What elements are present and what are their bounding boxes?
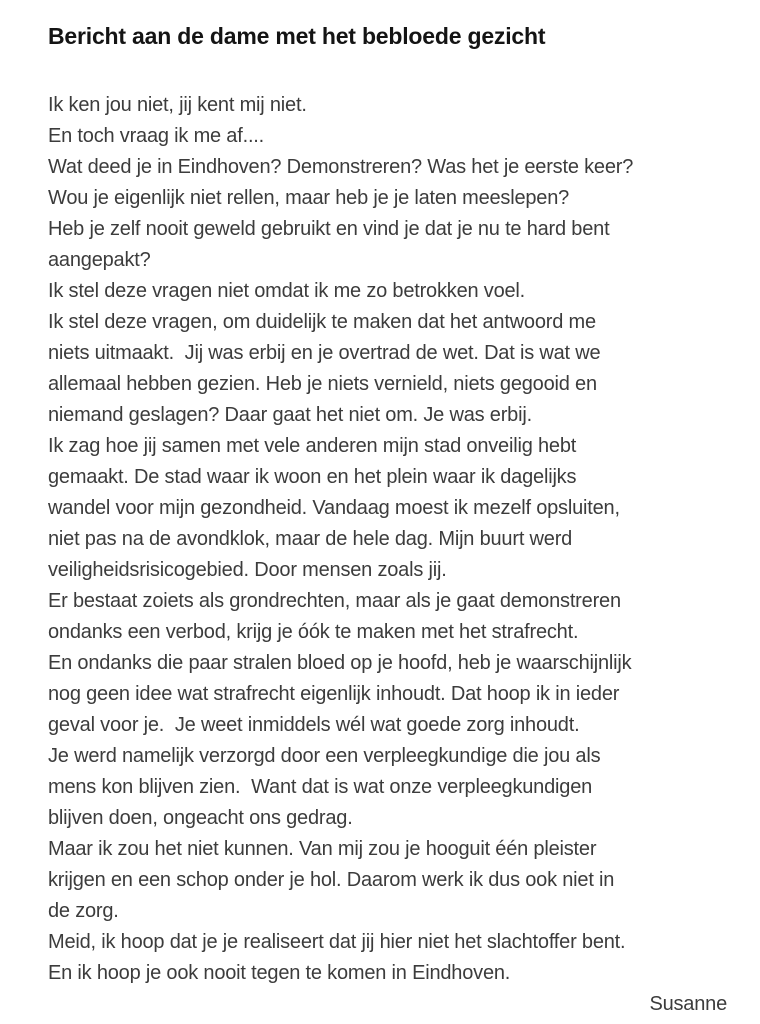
text-line: geval voor je. Je weet inmiddels wél wat goede zorg inhoudt. [48, 714, 580, 736]
text-line: En ik hoop je ook nooit tegen te komen in Eindhoven. [48, 962, 511, 984]
letter-body [48, 90, 727, 989]
text-line: veiligheidsrisicogebied. Door mensen zoals jij. [48, 559, 447, 581]
text-line: niets uitmaakt. Jij was erbij en je overtrad de wet. Dat is wat we [48, 342, 601, 364]
text-line: Wou je eigenlijk niet rellen, maar heb je je laten meeslepen? [48, 187, 570, 209]
text-line: Ik stel deze vragen, om duidelijk te maken dat het antwoord me [48, 311, 596, 333]
text-line: Je werd namelijk verzorgd door een verpleegkundige die jou als [48, 745, 601, 767]
text-line: Ik ken jou niet, jij kent mij niet. [48, 94, 307, 116]
text-line: Meid, ik hoop dat je je realiseert dat jij hier niet het slachtoffer bent. [48, 931, 626, 953]
text-line: blijven doen, ongeacht ons gedrag. [48, 807, 353, 829]
text-line: En ondanks die paar stralen bloed op je hoofd, heb je waarschijnlijk [48, 652, 632, 674]
text-line: Maar ik zou het niet kunnen. Van mij zou je hooguit één pleister [48, 838, 597, 860]
text-line: mens kon blijven zien. Want dat is wat onze verpleegkundigen [48, 776, 593, 798]
text-line: aangepakt? [48, 249, 151, 271]
text-line: Heb je zelf nooit geweld gebruikt en vind je dat je nu te hard bent [48, 218, 610, 240]
text-line: gemaakt. De stad waar ik woon en het plein waar ik dagelijks [48, 466, 577, 488]
text-line: allemaal hebben gezien. Heb je niets vernield, niets gegooid en [48, 373, 597, 395]
text-line: Ik zag hoe jij samen met vele anderen mijn stad onveilig hebt [48, 435, 577, 457]
text-line: wandel voor mijn gezondheid. Vandaag moest ik mezelf opsluiten, [48, 497, 620, 519]
letter-title: Bericht aan de dame met het bebloede gezicht [48, 23, 546, 49]
text-line: ondanks een verbod, krijg je óók te maken met het strafrecht. [48, 621, 579, 643]
signature: Susanne [649, 993, 727, 1015]
text-line: krijgen en een schop onder je hol. Daarom werk ik dus ook niet in [48, 869, 615, 891]
text-line: En toch vraag ik me af.... [48, 125, 265, 147]
text-line: niet pas na de avondklok, maar de hele dag. Mijn buurt werd [48, 528, 573, 550]
text-line: nog geen idee wat strafrecht eigenlijk inhoudt. Dat hoop ik in ieder [48, 683, 620, 705]
text-line: Ik stel deze vragen niet omdat ik me zo betrokken voel. [48, 280, 526, 302]
text-line: Wat deed je in Eindhoven? Demonstreren? Was het je eerste keer? [48, 156, 634, 178]
text-line: Er bestaat zoiets als grondrechten, maar als je gaat demonstreren [48, 590, 621, 612]
text-line: de zorg. [48, 900, 119, 922]
text-line: niemand geslagen? Daar gaat het niet om. Je was erbij. [48, 404, 532, 426]
